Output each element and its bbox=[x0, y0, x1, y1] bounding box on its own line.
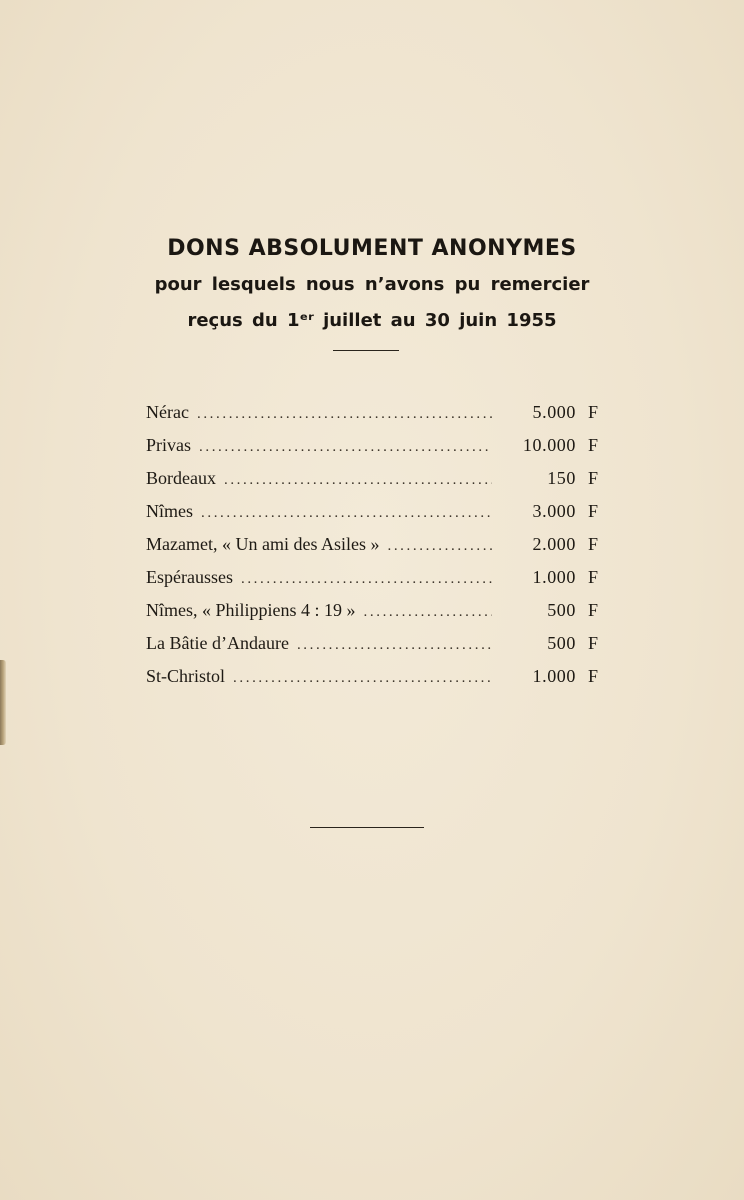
donation-amount: 1.000 bbox=[532, 666, 576, 686]
currency-unit: F bbox=[587, 567, 598, 587]
donation-place: Nîmes, « Philippiens 4 : 19 » bbox=[146, 600, 356, 620]
list-item bbox=[146, 495, 598, 528]
donation-amount: 500 bbox=[547, 633, 576, 653]
currency-unit: F bbox=[587, 600, 598, 620]
dot-leader bbox=[364, 596, 492, 629]
currency-unit: F bbox=[587, 468, 598, 488]
list-item bbox=[146, 561, 598, 594]
currency-unit: F bbox=[587, 534, 598, 554]
donation-list bbox=[146, 396, 598, 693]
dot-leader bbox=[201, 497, 492, 530]
list-item bbox=[146, 594, 598, 627]
donation-place: Mazamet, « Un ami des Asiles » bbox=[146, 534, 380, 554]
donation-amount: 10.000 bbox=[522, 435, 576, 455]
dot-leader bbox=[199, 431, 492, 464]
donation-place: Espérausses bbox=[146, 567, 233, 587]
list-item bbox=[146, 660, 598, 693]
donation-amount: 2.000 bbox=[532, 534, 576, 554]
currency-unit: F bbox=[587, 633, 598, 653]
currency-unit: F bbox=[587, 501, 598, 521]
dot-leader bbox=[387, 530, 492, 563]
list-item bbox=[146, 528, 598, 561]
divider-bottom bbox=[310, 827, 424, 828]
currency-unit: F bbox=[587, 402, 598, 422]
currency-unit: F bbox=[587, 666, 598, 686]
dot-leader bbox=[241, 563, 492, 596]
donation-place: Nérac bbox=[146, 402, 189, 422]
donation-place: Nîmes bbox=[146, 501, 193, 521]
dot-leader bbox=[233, 662, 492, 695]
list-item bbox=[146, 462, 598, 495]
page-subtitle: pour lesquels nous n’avons pu remercier bbox=[154, 274, 590, 295]
page-title: DONS ABSOLUMENT ANONYMES bbox=[167, 236, 577, 261]
dot-leader bbox=[224, 464, 492, 497]
donation-place: La Bâtie d’Andaure bbox=[146, 633, 289, 653]
dot-leader bbox=[297, 629, 492, 662]
currency-unit: F bbox=[587, 435, 598, 455]
divider-top bbox=[333, 350, 399, 351]
donation-amount: 500 bbox=[547, 600, 576, 620]
donation-place: Privas bbox=[146, 435, 191, 455]
donation-amount: 3.000 bbox=[532, 501, 576, 521]
donation-place: St-Christol bbox=[146, 666, 226, 686]
donation-amount: 1.000 bbox=[532, 567, 576, 587]
binding-edge bbox=[0, 660, 6, 745]
list-item bbox=[146, 396, 598, 429]
donation-amount: 5.000 bbox=[532, 402, 576, 422]
list-item bbox=[146, 627, 598, 660]
donation-amount: 150 bbox=[547, 468, 576, 488]
list-item bbox=[146, 429, 598, 462]
period-line: reçus du 1ᵉʳ juillet au 30 juin 1955 bbox=[187, 310, 557, 331]
donation-place: Bordeaux bbox=[146, 468, 216, 488]
dot-leader bbox=[197, 398, 492, 431]
